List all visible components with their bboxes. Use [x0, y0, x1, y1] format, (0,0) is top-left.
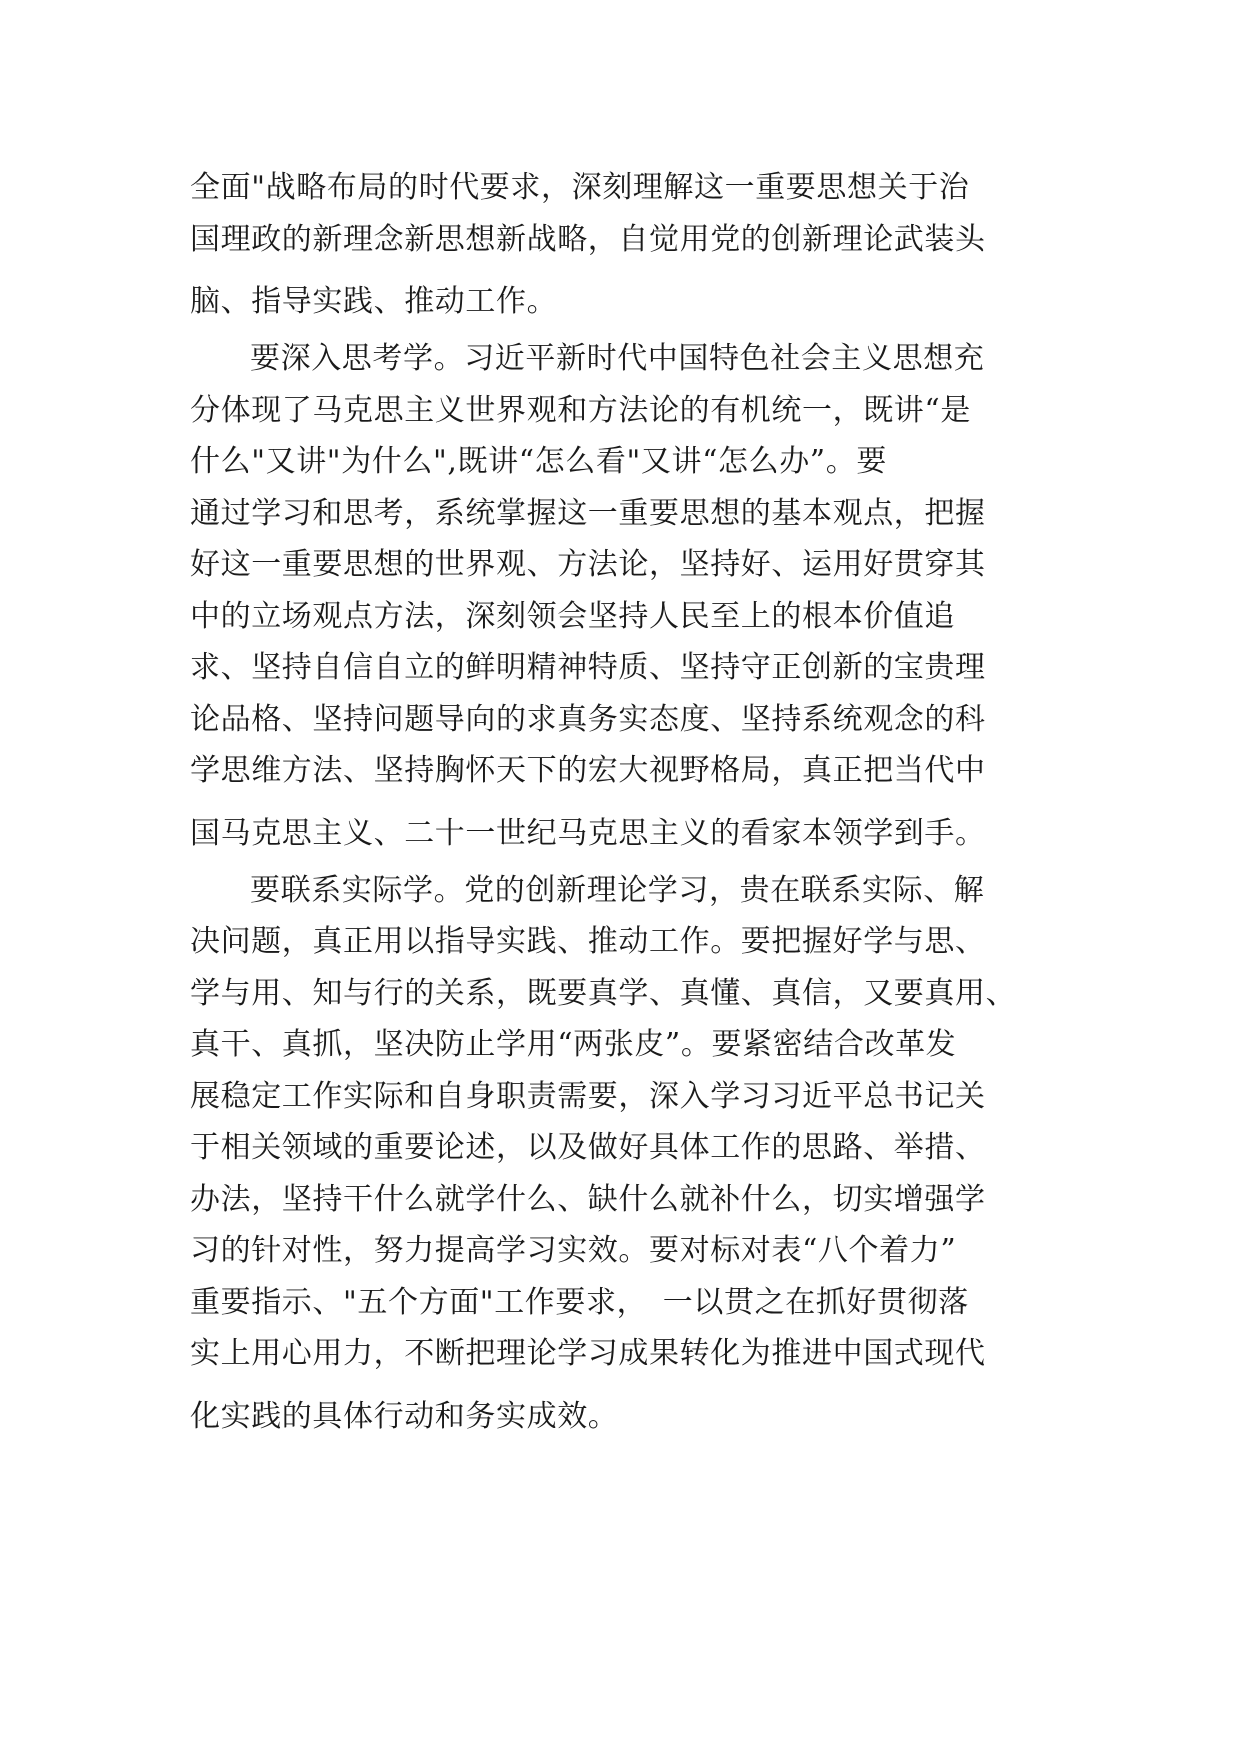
text-line: 通过学习和思考，系统掌握这一重要思想的基本观点，把握: [190, 495, 986, 531]
text-line: 重要指示、"五个方面"工作要求， 一以贯之在抓好贯彻落: [190, 1284, 969, 1320]
text-line: 实上用心用力，不断把理论学习成果转化为推进中国式现代: [190, 1336, 986, 1371]
text-line: 化实践的具体行动和务实成效。: [190, 1398, 619, 1434]
text-line: 论品格、坚持问题导向的求真务实态度、坚持系统观念的科: [190, 701, 986, 737]
text-line: 要联系实际学。党的创新理论学习，贵在联系实际、解: [250, 872, 985, 908]
text-line: 求、坚持自信自立的鲜明精神特质、坚持守正创新的宝贵理: [190, 650, 986, 685]
text-line: 国马克思主义、二十一世纪马克思主义的看家本领学到手。: [190, 815, 986, 851]
paragraph-3: [190, 865, 1060, 1448]
document-body: [190, 162, 1060, 1448]
text-line: 好这一重要思想的世界观、方法论，坚持好、运用好贯穿其: [190, 547, 986, 582]
text-line: 于相关领域的重要论述，以及做好具体工作的思路、举措、: [190, 1130, 986, 1165]
text-line: 什么"又讲"为什么",既讲“怎么看"又讲“怎么办”。要: [190, 444, 887, 479]
text-line: 脑、指导实践、推动工作。: [190, 284, 558, 319]
text-line: 国理政的新理念新思想新战略，自觉用党的创新理论武装头: [190, 221, 986, 257]
text-line: 分体现了马克思主义世界观和方法论的有机统一，既讲“是: [190, 392, 971, 428]
text-line: 办法，坚持干什么就学什么、缺什么就补什么，切实增强学: [190, 1181, 986, 1217]
paragraph-1: [190, 162, 1060, 333]
text-line: 习的针对性，努力提高学习实效。要对标对表“八个着力”: [190, 1233, 957, 1268]
text-line: 学思维方法、坚持胸怀天下的宏大视野格局，真正把当代中: [190, 753, 986, 788]
text-line: 展稳定工作实际和自身职责需要，深入学习习近平总书记关: [190, 1078, 986, 1114]
paragraph-2: [190, 333, 1060, 865]
text-line: 真干、真抓，坚决防止学用“两张皮”。要紧密结合改革发: [190, 1027, 957, 1062]
text-line: 学与用、知与行的关系，既要真学、真懂、真信，又要真用、: [190, 975, 1017, 1011]
text-line: 全面"战略布局的时代要求，深刻理解这一重要思想关于治: [190, 170, 970, 205]
text-line: 决问题，真正用以指导实践、推动工作。要把握好学与思、: [190, 924, 986, 959]
text-line: 要深入思考学。习近平新时代中国特色社会主义思想充: [250, 341, 985, 376]
text-line: 中的立场观点方法，深刻领会坚持人民至上的根本价值追: [190, 598, 955, 634]
